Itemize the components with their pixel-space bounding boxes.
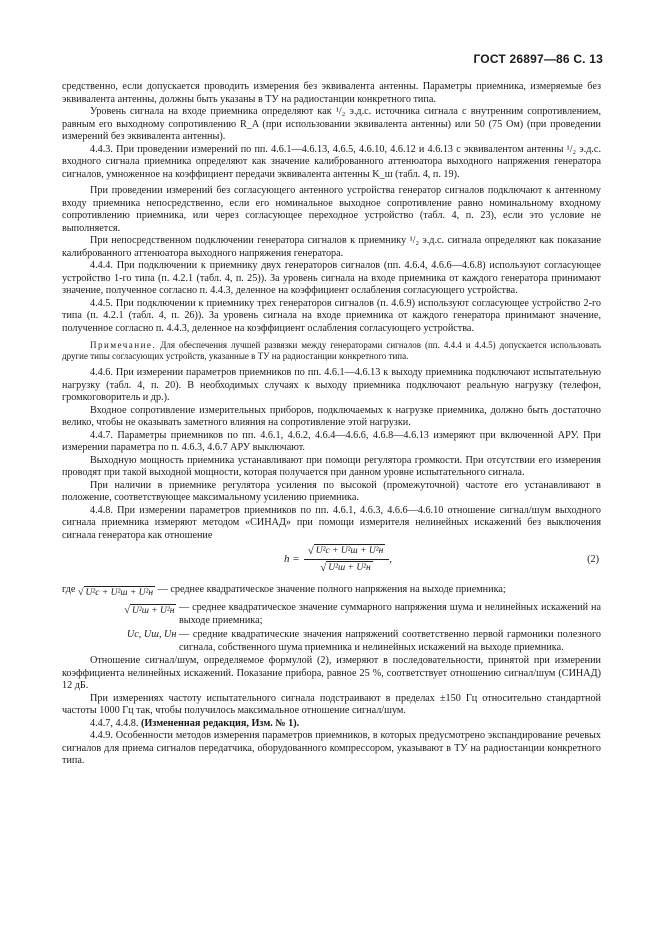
definition-item	[62, 602, 601, 627]
formula-variable: h =	[284, 553, 300, 566]
note-text: Для обеспечения лучшей развязки между генераторами сигналов (пп. 4.4.4 и 4.4.5) допускается использовать другие типы согласующих устройств, указанные в ТУ на радиостанции конкретного типа.	[62, 340, 601, 361]
paragraph-4-4-3: 4.4.3. При проведении измерений по пп. 4.6.1—4.6.13, 4.6.5, 4.6.10, 4.6.12 и 4.6.13 с эквивалентом антенны ¹/₂ э.д.с. входного сигнала приемника определяют как значение калиброванного аттенюатора выходного напряжения генератора сигналов, умноженное на коэффициент передачи эквивалента антенны K_ш (табл. 4, п. 19).	[62, 143, 601, 180]
definition-item	[62, 629, 601, 654]
definition-term: √ U²ш + U²н	[124, 605, 175, 616]
definition-text: — средние квадратические значения напряжений соответственно первой гармоники полезного сигнала, собственного шума приемника и нелинейных искажений на выходе приемника.	[179, 629, 601, 653]
definition-item	[62, 584, 601, 600]
amendment-bold: (Измененная редакция, Изм. № 1).	[140, 717, 300, 729]
paragraph: При наличии в приемнике регулятора усиления по высокой (промежуточной) частоте его устанавливают в положение, соответствующее максимальному усилению приемника.	[62, 479, 601, 503]
definition-radicand: U²ш + U²н	[131, 606, 175, 616]
paragraph-4-4-6: 4.4.6. При измерении параметров приемников по пп. 4.6.1—4.6.13 к выходу приемника подключают испытательную нагрузку (табл. 4, п. 20). В необходимых случаях к выходу приемника подключают реальную нагрузку (телефон, громкоговоритель и др.).	[62, 367, 601, 403]
paragraph: При измерениях частоту испытательного сигнала подстраивают в пределах ±150 Гц относительно стандартной частоты 1000 Гц так, чтобы получилось максимальное отношение сигнал/шум.	[62, 692, 601, 716]
definition-term	[62, 629, 179, 654]
numerator-radicand: U²с + U²ш + U²н	[315, 546, 384, 556]
definition-symbols: Uс, Uш, Uн	[126, 629, 177, 640]
denominator-radicand: U²ш + U²н	[328, 563, 371, 573]
paragraph: Отношение сигнал/шум, определяемое формулой (2), измеряют в последовательности, принятой при измерении коэффициента нелинейных искажений. Показание прибора, равное 25 %, соответствует отношению сигнал/шум (СИНАД) 12 дБ.	[62, 655, 601, 691]
paragraph: Входное сопротивление измерительных приборов, подключаемых к нагрузке приемника, должно быть достаточно велико, чтобы не оказывать заметного влияния на сопротивление этой нагрузки.	[62, 404, 601, 428]
paragraph-4-4-8: 4.4.8. При измерении параметров приемников по пп. 4.6.1, 4.6.3, 4.6.6—4.6.10 отношение сигнал/шум выходного сигнала приемника измеряют методом «СИНАД» при помощи измерителя нелинейных искажений без выключения сигнала генератора как отношение	[62, 504, 601, 541]
note	[62, 340, 601, 362]
formula-2	[62, 544, 601, 582]
paragraph: При непосредственном подключении генератора сигналов к приемнику ¹/₂ э.д.с. сигнала определяют как показание калиброванного аттенюатора выходного напряжения генератора.	[62, 235, 601, 259]
paragraph-4-4-4: 4.4.4. При подключении к приемнику двух генераторов сигналов (пп. 4.6.4, 4.6.6—4.6.8) используют согласующее устройство 1-го типа (п. 4.2.1 (табл. 4, п. 25)). За уровень сигнала на входе приемника от каждого генератора принимают значение, полученное согласно п. 4.4.3, деленное на коэффициент ослабления согласующего устройства.	[62, 260, 601, 296]
paragraph: При проведении измерений без согласующего антенного устройства генератор сигналов подключают к антенному входу приемника непосредственно, если его номинальное выходное сопротивление равно номинальному входному сопротивлению приемника, или через согласующее переходное устройство (табл. 4, п. 23), если это условие не выполняется.	[62, 185, 601, 234]
formula-denominator: √ U²ш + U²н	[320, 562, 371, 574]
paragraph: Выходную мощность приемника устанавливают при помощи регулятора громкости. При отсутствии его измерения проводят при такой выходной мощности, которая получается при данном уровне испытательного сигнала.	[62, 454, 601, 478]
paragraph: Уровень сигнала на входе приемника определяют как ¹/₂ э.д.с. источника сигнала с внутренним сопротивлением, равным его выходному сопротивлению R_A (при использовании эквивалента антенны) или 50 (75 Ом) (при проведении измерений без эквивалента антенны).	[62, 106, 601, 142]
paragraph-4-4-9: 4.4.9. Особенности методов измерения параметров приемников, в которых предусмотрено экспандирование речевых сигналов для приема сигналов передатчика, оборудованного компрессором, указывают в ТУ на радиостанции конкретного типа.	[62, 730, 601, 766]
note-label: Примечание.	[90, 340, 157, 350]
formula-expression	[284, 544, 392, 575]
paragraph-4-4-5: 4.4.5. При подключении к приемнику трех генераторов сигналов (п. 4.6.9) используют согласующее устройство 2-го типа (п. 4.2.1 (табл. 4, п. 26)). За уровень сигнала на входе приемника от каждого генератора принимают значение, полученное согласно п. 4.4.3, деленное на коэффициент ослабления согласующего устройства.	[62, 297, 601, 334]
formula-number: (2)	[587, 554, 599, 565]
formula-numerator: √ U²с + U²ш + U²н	[304, 544, 390, 560]
amendment-lead: 4.4.7, 4.4.8.	[90, 717, 139, 729]
page-header: ГОСТ 26897—86 С. 13	[473, 52, 603, 66]
definition-text: — среднее квадратическое значение суммарного напряжения шума и нелинейных искажений на выходе приемника;	[179, 602, 601, 626]
definition-radicand: U²с + U²ш + U²н	[85, 588, 154, 598]
paragraph-4-4-7: 4.4.7. Параметры приемников по пп. 4.6.1, 4.6.2, 4.6.4—4.6.6, 4.6.8—4.6.13 измеряют при включенной АРУ. При измерении параметра по п. 4.6.3, 4.6.7 АРУ выключают.	[62, 429, 601, 453]
document-body	[62, 81, 601, 768]
definition-list	[62, 584, 601, 654]
formula-tail: ,	[389, 553, 393, 566]
definition-prefix: где	[62, 584, 76, 595]
definition-term: где √ U²с + U²ш + U²н	[62, 584, 154, 598]
paragraph: средственно, если допускается проводить измерения без эквивалента антенны. Параметры приемника, измеряемые без эквивалента антенны, должны быть указаны в ТУ на радиостанции конкретного типа.	[62, 81, 601, 105]
amendment-note	[62, 718, 601, 731]
formula-fraction	[304, 544, 393, 575]
definition-text: — среднее квадратическое значение полного напряжения на выходе приемника;	[157, 584, 506, 595]
